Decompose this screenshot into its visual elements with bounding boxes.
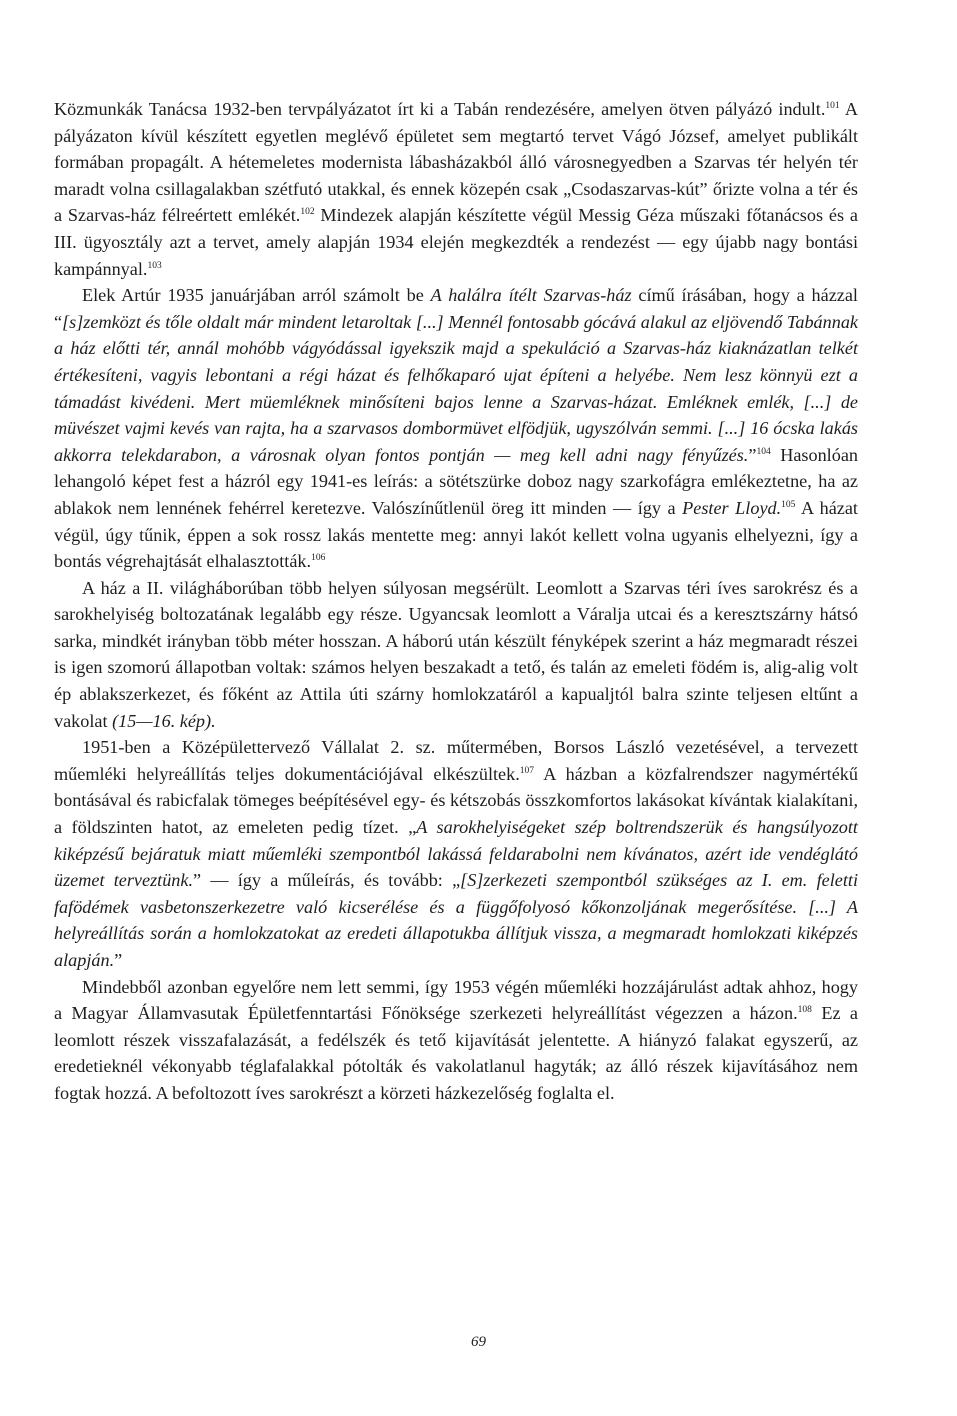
footnote-ref: 108 <box>797 1005 812 1016</box>
paragraph-2 <box>54 282 858 575</box>
text-run: Ez a leomlott részek visszafalazását, a fedélszék és tető kijavítását jelentette. A hiányzó falakat egyszerű, az eredetieknél vékonyabb téglafalakkal pótolták és vakolatlanul hagyták; az álló részek kijavításához nem fogtak hozzá. A befoltozott íves sarokrészt a körzeti házkezelőség foglalta el. <box>54 1003 858 1103</box>
text-run: ” <box>114 950 123 970</box>
page-number: 69 <box>471 1334 486 1350</box>
footnote-ref: 105 <box>781 499 796 510</box>
italic-quote: [S]zerkezeti szempontból szükséges az I. em. feletti fafödémek vasbetonszerkezetre való kicserélése és a függőfolyosó kőkonzoljának megerősítése. [...] A helyreállítás során a homlokzatokat az eredeti állapotukba állítjuk vissza, a megmaradt homlokzati kiképzés alapján. <box>54 870 858 970</box>
text-run: Mindebből azonban egyelőre nem lett semmi, így 1953 végén műemléki hozzájárulást adtak ahhoz, hogy a Magyar Államvasutak Épületfenntartási Főnöksége szerkezeti helyreállítást végezzen a házon. <box>54 976 858 1024</box>
text-run: Közmunkák Tanácsa 1932-ben tervpályázatot írt ki a Tabán rendezésére, amelyen ötven pályázó indult. <box>54 99 826 119</box>
footnote-ref: 103 <box>147 260 162 271</box>
text-run: A pályázaton kívül készített egyetlen meglévő épületet sem megtartó tervet Vágó József, amelyet publikált formában propagált. A hétemeletes modernista lábasházakból álló városnegyedben a Szarvas tér helyén tér maradt volna csillagalakban szétfutó utakkal, és ennek közepén csak „Csodaszarvas-kút” őrizte volna a tér és a Szarvas-ház félreértett emlékét. <box>54 99 858 226</box>
italic-quote: [s]zemközt és tőle oldalt már mindent letaroltak [...] Mennél fontosabb gócává alakul az eljövendő Tabánnak a ház előtti tér, annál mohóbb vágyódással igyekszik majd a spekuláció a Szarvas-ház kiaknázatlan telkét értékesíteni, vagyis lebontani a régi házat és felhőkaparó ujat építeni a helyébe. Nem lesz könnyü ezt a támadást kivédeni. Mert müemléknek minősíteni bajos lenne a Szarvas-házat. Emléknek emlék, [...] de müvészet vajmi kevés van rajta, ha a szarvasos dombormüvet elfödjük, ugyszólván semmi. [...] 16 ócska lakás akkorra telekdarabon, a városnak olyan fontos pontján — meg kell adni nagy fényűzés. <box>54 311 858 465</box>
text-run: ” <box>748 444 757 465</box>
paragraph-5 <box>54 974 858 1107</box>
footnote-ref: 106 <box>311 553 326 564</box>
footnote-ref: 101 <box>825 100 840 111</box>
paragraph-4 <box>54 734 858 973</box>
footnote-ref: 104 <box>756 446 771 457</box>
italic-figure-ref: (15—16. kép). <box>112 710 216 731</box>
paragraph-1 <box>54 96 858 282</box>
footnote-ref: 102 <box>300 207 315 218</box>
footnote-ref: 107 <box>519 765 535 776</box>
text-run: A ház a II. világháborúban több helyen súlyosan megsérült. Leomlott a Szarvas téri íves sarokrész és a sarokhelyiség boltozatának legalább egy része. Ugyancsak leomlott a Váralja utcai és a keresztszárny hátsó sarka, mindkét irányban több méter hosszan. A háború után készült fényképek szerint a ház megmaradt részei is igen szomorú állapotban voltak: számos helyen beszakadt a tető, és talán az emeleti födém is, alig-alig volt ép ablakszerkezet, és főként az Attila úti szárny homlokzatáról a kapualjtól balra szinte teljesen eltűnt a vakolat <box>54 577 858 731</box>
text-run: 1951-ben a Középülettervező Vállalat 2. sz. műtermében, Borsos László vezetésével, a tervezett műemléki helyreállítás teljes dokumentációjával elkészültek. <box>54 737 858 784</box>
italic-title: Pester Lloyd. <box>682 497 782 518</box>
body-text <box>54 96 858 1107</box>
paragraph-3 <box>54 575 858 735</box>
text-run: Mindezek alapján készítette végül Messig Géza műszaki főtanácsos és a III. ügyosztály azt a tervet, amely alapján 1934 elején megkezdték a rendezést — egy újabb nagy bontási kampánnyal. <box>54 205 859 279</box>
text-run: A házban a közfalrendszer nagymértékű bontásával és rabicfalak tömeges beépítésével egy- és kétszobás összkomfortos lakásokat kívántak kialakítani, a földszinten hatot, az emeleten pedig tízet. „ <box>54 763 858 838</box>
text-run: Elek Artúr 1935 januárjában arról számolt be <box>82 285 431 306</box>
text-run: ” — így a műleírás, és tovább: „ <box>193 870 461 891</box>
italic-title: A halálra ítélt Szarvas-ház <box>430 285 632 306</box>
italic-quote: A sarokhelyiségeket szép boltrendszerük és hangsúlyozott kiképzésű bejáratuk miatt műemléki szempontból lakássá feldarabolni nem kívánatos, azért ide vendéglátó üzemet terveztünk. <box>54 817 858 891</box>
text-run: Hasonlóan lehangoló képet fest a házról egy 1941-es leírás: a sötétszürke doboz nagy szarkofágra emlékeztetne, ha az ablakok nem lennének fehérrel keretezve. Valószínűtlenül öreg itt minden — így a <box>54 444 858 518</box>
text-run: című írásában, hogy a házzal “ <box>54 285 858 332</box>
text-run: A házat végül, úgy tűnik, éppen a sok rossz lakás mentette meg: annyi lakót kellett volna ugyanis elhelyezni, így a bontás végrehajtását elhalasztották. <box>54 497 858 572</box>
